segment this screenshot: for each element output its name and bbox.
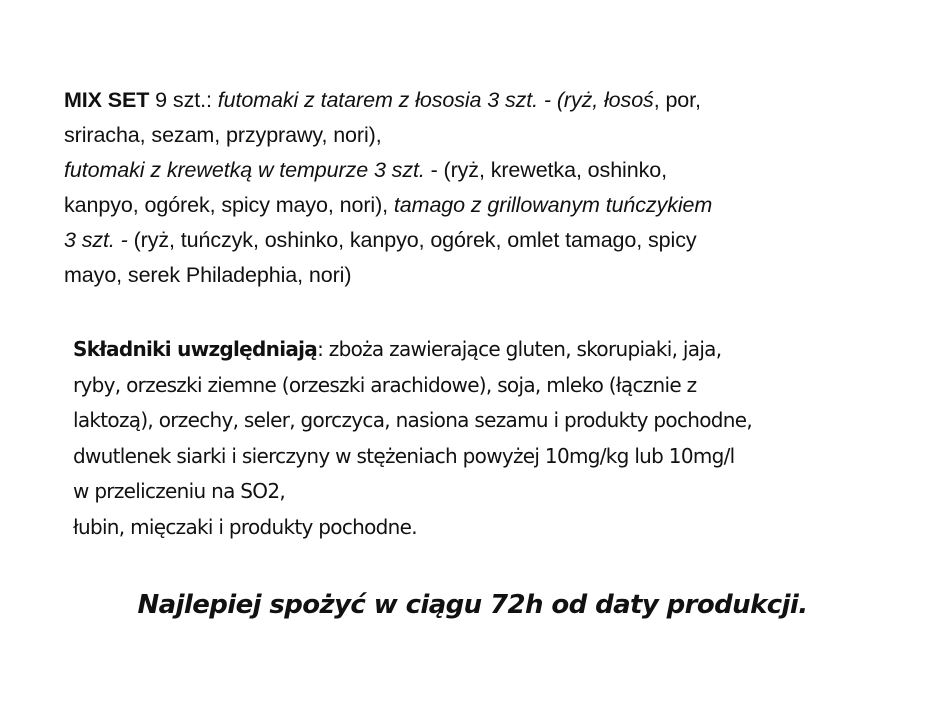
allergen-info — [73, 332, 933, 545]
description-text: kanpyo, ogórek, spicy mayo, nori), — [64, 193, 394, 217]
description-line-1 — [64, 83, 924, 118]
description-text: - (ryż, krewetka, oshinko, — [424, 158, 667, 182]
description-text: 3 szt. - — [64, 228, 128, 252]
description-text: tamago z grillowanym tuńczykiem — [393, 193, 713, 217]
allergen-line-6 — [73, 510, 933, 546]
description-text: 9 szt.: — [149, 88, 218, 112]
product-name: MIX SET — [64, 88, 150, 112]
allergen-line-1 — [73, 332, 933, 368]
allergen-text: laktozą), orzechy, seler, gorczyca, nasiona sezamu i produkty pochodne, — [73, 408, 752, 432]
allergen-line-3 — [73, 403, 933, 439]
description-line-3 — [64, 153, 924, 188]
description-line-2 — [64, 118, 924, 153]
description-text: mayo, serek Philadephia, nori) — [64, 263, 352, 287]
best-before-note: Najlepiej spożyć w ciągu 72h od daty produkcji. — [137, 590, 808, 620]
description-text: , por, — [653, 88, 701, 112]
allergen-line-2 — [73, 368, 933, 404]
allergen-text: łubin, mięczaki i produkty pochodne. — [73, 514, 417, 539]
allergen-text: : zboża zawierające gluten, skorupiaki, jaja, — [317, 337, 722, 361]
description-text: futomaki z tatarem z łososia 3 szt. - (ryż, łosoś — [217, 88, 654, 112]
description-line-6 — [64, 258, 924, 293]
allergen-line-4 — [73, 439, 933, 475]
allergen-line-5 — [73, 474, 933, 510]
allergen-text: w przeliczeniu na SO2, — [73, 479, 286, 503]
allergen-heading: Składniki uwzględniają — [73, 337, 318, 361]
description-line-5 — [64, 223, 924, 258]
description-text: (ryż, tuńczyk, oshinko, kanpyo, ogórek, omlet tamago, spicy — [127, 228, 697, 252]
description-text: sriracha, sezam, przyprawy, nori), — [64, 123, 382, 147]
description-text: futomaki z krewetką w tempurze 3 szt. — [64, 158, 425, 182]
product-description — [64, 83, 924, 293]
allergen-text: dwutlenek siarki i sierczyny w stężeniach powyżej 10mg/kg lub 10mg/l — [73, 443, 735, 468]
description-line-4 — [64, 188, 924, 223]
allergen-text: ryby, orzeszki ziemne (orzeszki arachidowe), soja, mleko (łącznie z — [73, 372, 697, 397]
